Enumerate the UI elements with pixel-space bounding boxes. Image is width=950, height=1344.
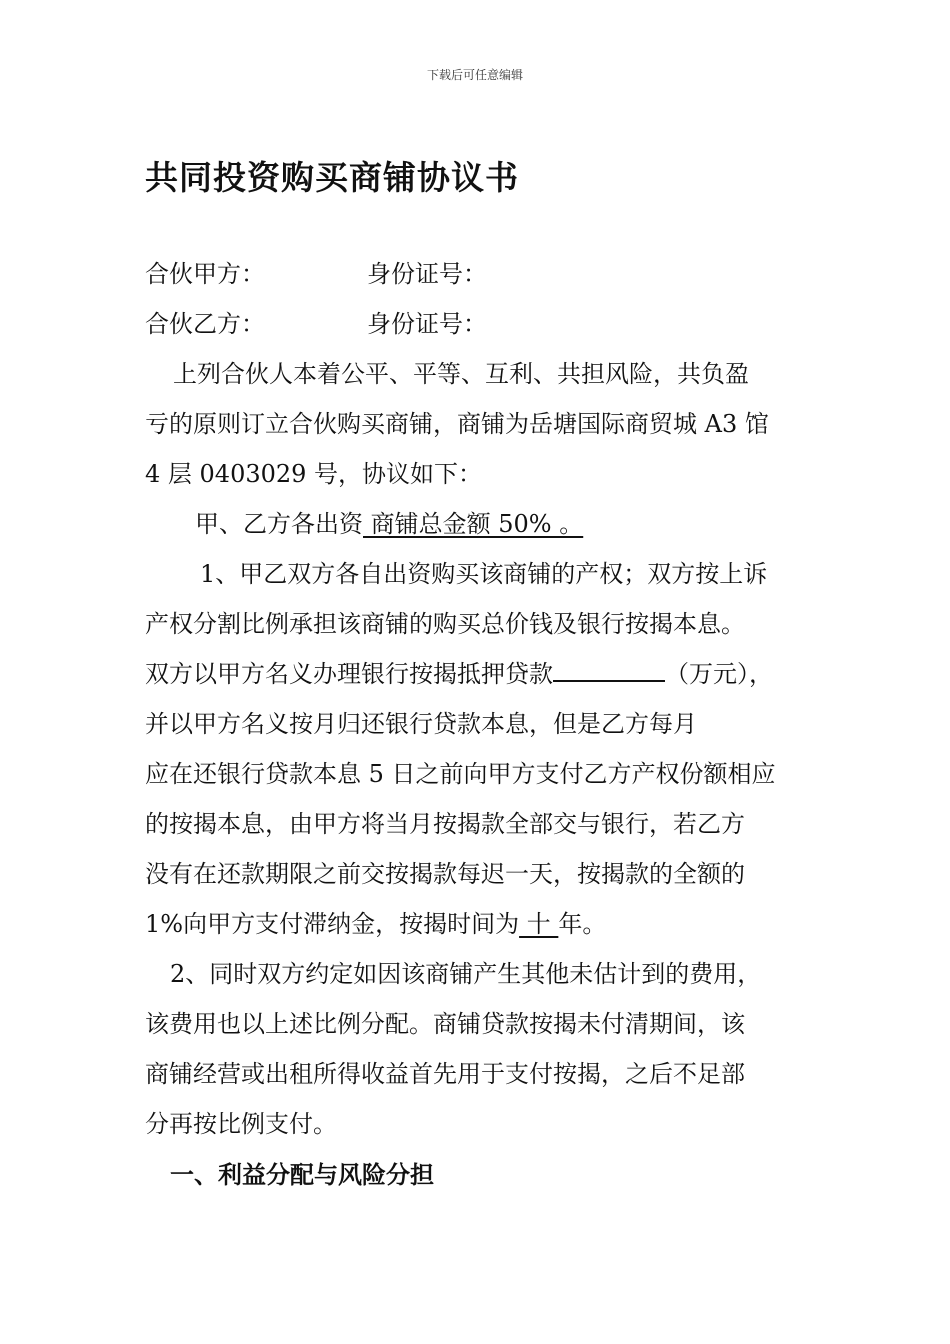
party-b-row [145, 308, 487, 340]
party-a-row [145, 258, 487, 290]
clause1-line-5: 应在还银行贷款本息 5 日之前向甲方支付乙方产权份额相应 [145, 760, 776, 788]
party-a-id-label: 身份证号： [367, 260, 487, 288]
party-b-id-label: 身份证号： [367, 310, 487, 338]
clause1-line-1: 1、甲乙双方各自出资购买该商铺的产权；双方按上诉 [200, 560, 768, 588]
clause1-line-6: 的按揭本息，由甲方将当月按揭款全部交与银行，若乙方 [145, 810, 745, 838]
clause1-line-2: 产权分割比例承担该商铺的购买总价钱及银行按揭本息。 [145, 610, 745, 638]
clause1-line-8-suffix: 年。 [558, 910, 607, 938]
document-title: 共同投资购买商铺协议书 [145, 158, 519, 197]
clause1-line-8 [145, 908, 606, 940]
clause1-line-8-prefix: 1%向甲方支付滞纳金，按揭时间为 [145, 910, 520, 938]
investment-underlined: 商铺总金额 50% 。 [363, 510, 584, 538]
clause2-line-4: 分再按比例支付。 [145, 1110, 337, 1138]
party-b-label: 合伙乙方： [145, 310, 265, 338]
clause1-line-3 [145, 658, 773, 690]
clause2-line-2: 该费用也以上述比例分配。商铺贷款按揭未付清期间，该 [145, 1010, 745, 1038]
clause1-line-4: 并以甲方名义按月归还银行贷款本息，但是乙方每月 [145, 710, 697, 738]
section-heading: 一、利益分配与风险分担 [170, 1160, 434, 1189]
investment-prefix: 甲、乙方各出资 [195, 510, 363, 538]
party-a-label: 合伙甲方： [145, 260, 265, 288]
clause1-line-7: 没有在还款期限之前交按揭款每迟一天，按揭款的全额的 [145, 860, 745, 888]
intro-line-2: 亏的原则订立合伙购买商铺，商铺为岳塘国际商贸城 A3 馆 [145, 410, 769, 438]
intro-line-3: 4 层 0403029 号，协议如下： [145, 460, 483, 488]
header-note: 下载后可任意编辑 [426, 68, 523, 82]
clause2-line-1: 2、同时双方约定如因该商铺产生其他未估计到的费用， [170, 960, 762, 988]
clause1-line-3-suffix: （万元）， [665, 660, 773, 688]
loan-amount-blank [553, 660, 665, 682]
clause2-line-3: 商铺经营或出租所得收益首先用于支付按揭，之后不足部 [145, 1060, 745, 1088]
investment-line [195, 508, 583, 540]
mortgage-term-value: 十 [519, 910, 559, 938]
clause1-line-3-prefix: 双方以甲方名义办理银行按揭抵押贷款 [145, 660, 553, 688]
intro-line-1: 上列合伙人本着公平、平等、互利、共担风险，共负盈 [173, 360, 749, 388]
